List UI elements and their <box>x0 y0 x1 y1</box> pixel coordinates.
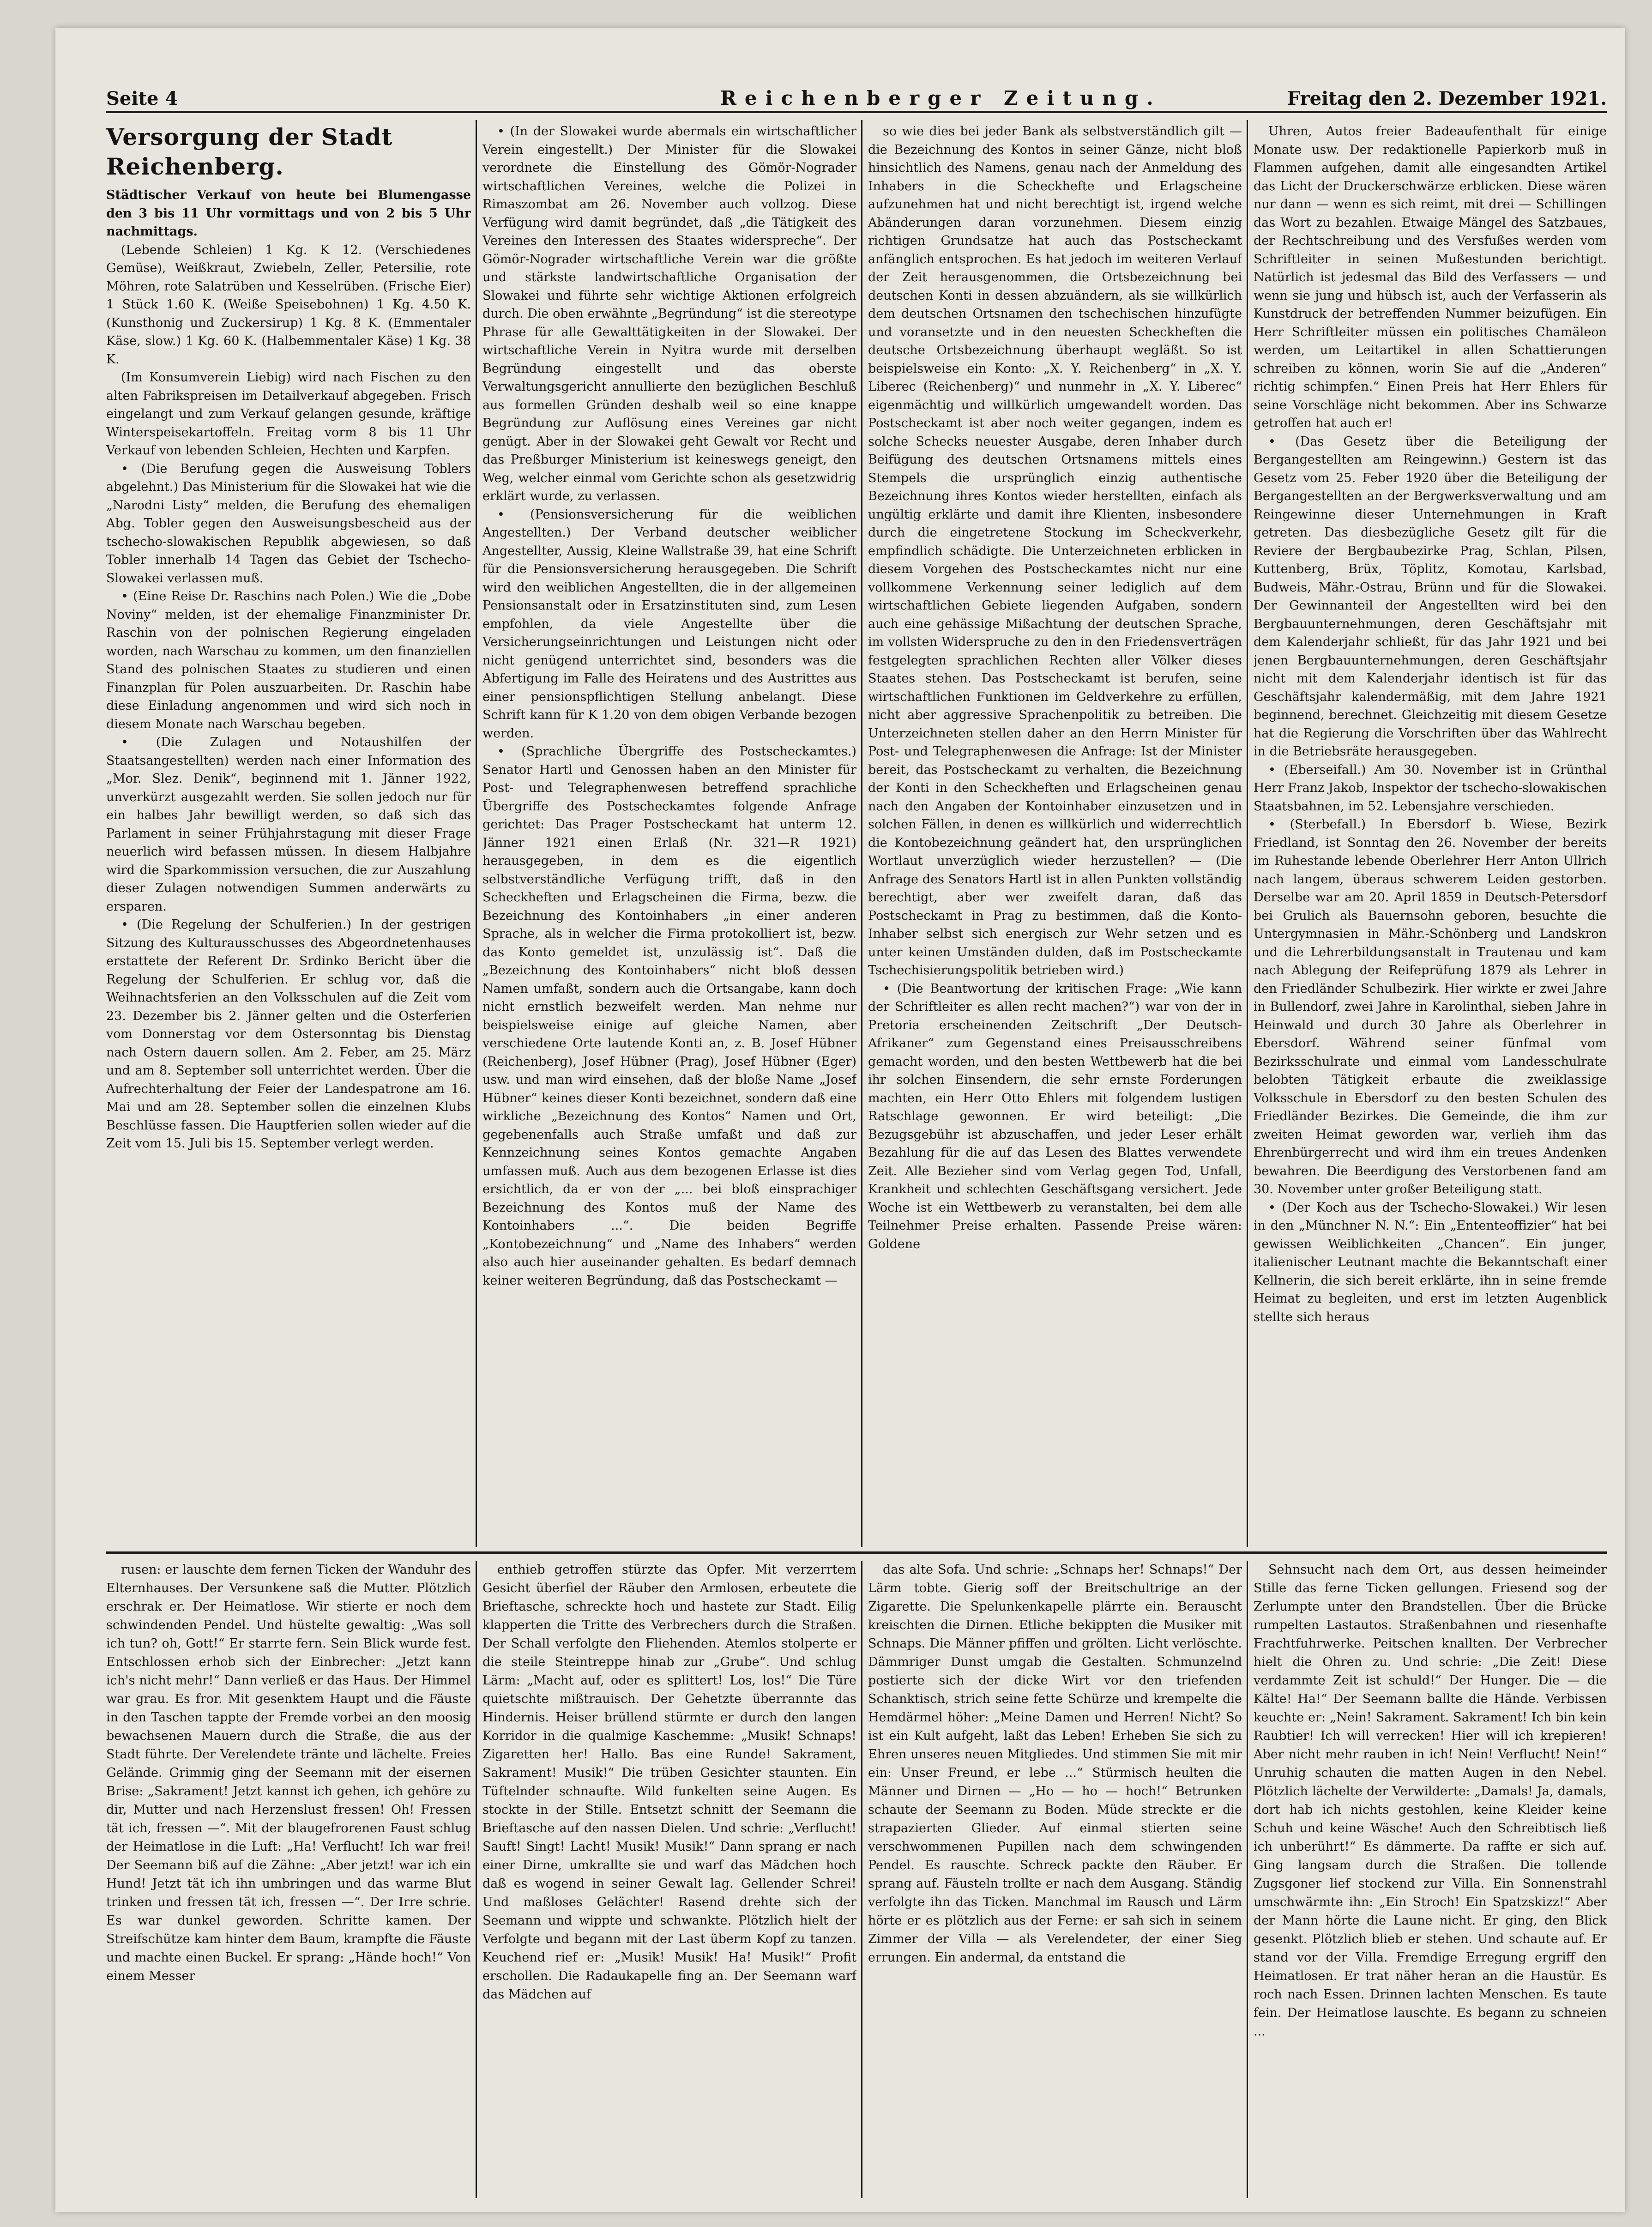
column-3 <box>868 122 1242 1547</box>
header-rule <box>106 111 1607 113</box>
feuilleton-rule <box>106 1551 1607 1554</box>
news-item: • (Das Gesetz über die Beteiligung der Bergangestellten am Reingewinn.) Gestern ist das Gesetz vom 25. Feber 1920 über die Beteiligung der Bergangestellten an der Bergwerksverwaltung und am Reingewinne dieser Unternehmungen in Kraft getreten. Das diesbezügliche Gesetz gilt für die Reviere der Bergbaubezirke Prag, Schlan, Pilsen, Kuttenberg, Brüx, Töplitz, Komotau, Karlsbad, Budweis, Mähr.-Ostrau, Brünn und für die Slowakei. Der Gewinnanteil der Angestellten wird bei den Bergbauunternehmungen, deren Geschäftsjahr mit dem Kalenderjahr schließt, für das Jahr 1921 und bei jenen Bergbauunternehmungen, deren Geschäftsjahr nicht mit dem Kalenderjahr identisch ist für das Geschäftsjahr kalendermäßig, mit dem Jahre 1921 beginnend, berechnet. Gleichzeitig mit diesem Gesetze hat die Regierung die Vorschriften über das Wahlrecht in die Betriebsräte herausgegeben. <box>1254 434 1607 759</box>
news-item: • (Eberseifall.) Am 30. November ist in Grünthal Herr Franz Jakob, Inspektor der tschecho-slowakischen Staatsbahnen, im 52. Lebensjahre verschieden. <box>1254 762 1607 814</box>
column-divider <box>476 120 477 1547</box>
column-divider <box>476 1561 477 2198</box>
article-intro: Städtischer Verkauf von heute bei Blumengasse den 3 bis 11 Uhr vormittags und von 2 bis 5 Uhr nachmittags. <box>106 188 471 239</box>
news-item: • (Die Zulagen und Notaushilfen der Staatsangestellten) werden nach einer Information des „Mor. Slez. Denik“, beginnend mit 1. Jänner 1922, unverkürzt ausgezahlt werden. Sie sollen jedoch nur für ein halbes Jahr bewilligt werden, so daß sich das Parlament in seiner Frühjahrstagung mit dieser Frage neuerlich wird befassen müssen. In diesem Halbjahre wird die Sparkommission versuchen, die zur Auszahlung dieser Zulagen notwendigen Summen anderwärts zu ersparen. <box>106 735 471 914</box>
column-2 <box>482 122 856 1547</box>
feuilleton-column-1 <box>106 1561 471 2198</box>
column-divider <box>1247 120 1248 1547</box>
story-text: rusen: er lauschte dem fernen Ticken der Wanduhr des Elternhauses. Der Versunkene saß die Mutter. Plötzlich erschrak er. Der Heimatlose. Wir stierte er noch dem schwindenden Pendel. Und hüstelte gewaltig: „Was soll ich tun? oh, Gott!“ Er starrte fern. Sein Blick wurde fest. Entschlossen erhob sich der Einbrecher: „Jetzt kann ich's nicht mehr!“ Dann verließ er das Haus. Der Himmel war grau. Es fror. Mit gesenktem Haupt und die Fäuste in den Taschen tappte der Fremde vorbei an den moosig bewachsenen Mauern durch die Straße, die aus der Stadt führte. Der Verelendete tränte und lächelte. Freies Gelände. Grimmig ging der Seemann mit der eisernen Brise: „Sakrament! Jetzt kannst ich gehen, ich gehöre zu dir, Mutter und nach Herzenslust fressen! Oh! Fressen tät ich, fressen —“. Mit der blaugefrorenen Faust schlug der Heimatlose in die Luft: „Ha! Verflucht! Ich war frei! Der Seemann biß auf die Zähne: „Aber jetzt! war ich ein Hund! Jetzt tät ich ihn umbringen und das warme Blut trinken und fressen tät ich, fressen —“. Der Irre schrie. Es war dunkel geworden. Schritte kamen. Der Streifschütze kam hinter dem Baum, krampfte die Fäuste und machte einen Buckel. Er sprang: „Hände hoch!“ Von einem Messer <box>106 1563 471 1983</box>
news-item: • (In der Slowakei wurde abermals ein wirtschaftlicher Verein eingestellt.) Der Minister für die Slowakei verordnete die Einstellung des Gömör-Nograder wirtschaftlichen Vereines, welche die Polizei in Rimaszombat am 26. November auch vollzog. Diese Verfügung wird damit begründet, daß „die Tätigkeit des Vereines den Interessen des Staates widerspreche“. Der Gömör-Nograder wirtschaftliche Verein war die größte und stärkste landwirtschaftliche Organisation der Slowakei und führte sehr wichtige Aktionen erfolgreich durch. Die oben erwähnte „Begründung“ ist die stereotype Phrase für alle Gewalttätigkeiten in der Slowakei. Der wirtschaftliche Verein in Nyitra wurde mit derselben Begründung eingestellt und das oberste Verwaltungsgericht annullierte den bezüglichen Beschluß aus formellen Gründen deshalb weil so eine knappe Begründung zur Auflösung eines Vereines gar nicht genügt. Aber in der Slowakei geht Gewalt vor Recht und das Preßburger Ministerium ist keineswegs geneigt, den Weg, welcher einmal vom Gerichte schon als gesetzwidrig erklärt wurde, zu verlassen. <box>482 124 856 503</box>
column-divider <box>1247 1561 1248 2198</box>
article-title: Versorgung der Stadt Reichenberg. <box>106 123 393 180</box>
story-text: enthieb getroffen stürzte das Opfer. Mit verzerrtem Gesicht überfiel der Räuber den Armlosen, erbeutete die Brieftasche, schreckte hoch und hastete zur Stadt. Eilig klapperten die Tritte des Verbrechers durch die Straßen. Der Schall verfolgte den Fliehenden. Atemlos stolperte er die steile Steintreppe hinab zur „Grube“. Und schlug Lärm: „Macht auf, oder es splittert! Los, los!“ Die Türe quietschte mißtrauisch. Der Gehetzte überrannte das Hindernis. Heiser brüllend stürmte er durch den langen Korridor in die qualmige Kaschemme: „Musik! Schnaps! Zigaretten her! Hallo. Bas eine Runde! Sakrament, Sakrament! Musik!“ Die trüben Gesichter staunten. Ein Tüftelnder schnaufte. Wild funkelten seine Augen. Es stockte in der Stille. Entsetzt schnitt der Seemann die Brieftasche auf den nassen Dielen. Und schrie: „Verflucht! Sauft! Singt! Lacht! Musik! Musik!“ Dann sprang er nach einer Dirne, umkrallte sie und warf das Mädchen hoch daß es wogend in seiner Gewalt lag. Gellender Schrei! Und maßloses Gelächter! Rasend drehte sich der Seemann und wippte und schwankte. Plötzlich hielt der Verfolgte und begann mit der Last überm Kopf zu tanzen. Keuchend rief er: „Musik! Musik! Ha! Musik!“ Profit erschollen. Die Radaukapelle fing an. Der Seemann warf das Mädchen auf <box>482 1563 856 2002</box>
news-item: • (Eine Reise Dr. Raschins nach Polen.) Wie die „Dobe Noviny“ melden, ist der ehemalige Finanzminister Dr. Raschin von der polnischen Regierung eingeladen worden, nach Warschau zu kommen, um den finanziellen Stand des polnischen Staates zu studieren und einen Finanzplan für Polen auszuarbeiten. Dr. Raschin habe diese Einladung angenommen und wird sich noch in diesem Monate nach Warschau begeben. <box>106 589 471 731</box>
news-item: • (Die Beantwortung der kritischen Frage: „Wie kann der Schriftleiter es allen recht machen?“) war von der in Pretoria erscheinenden Zeitschrift „Der Deutsch-Afrikaner“ zum Gegenstand eines Preisausschreibens gemacht worden, und den besten Wettbewerb hat die bei ihr solchen Einsendern, die sehr ernste Forderungen machten, ein Herr Otto Ehlers mit folgendem lustigen Ratschlage gewonnen. Er wird beteiligt: „Die Bezugsgebühr ist abzuschaffen, und jeder Leser erhält Bezahlung für die auf das Lesen des Blattes verwendete Zeit. Alle Bezieher sind vom Verlag gegen Tod, Unfall, Krankheit und schlechten Geschäftsgang versichert. Jede Woche ist ein Wettbewerb zu veranstalten, bei dem alle Teilnehmer Preise erhalten. Passende Preise wären: Goldene <box>868 981 1242 1251</box>
news-item: Uhren, Autos freier Badeaufenthalt für einige Monate usw. Der redaktionelle Papierkorb muß in Flammen aufgehen, damit alle eingesandten Artikel das Licht der Druckerschwärze erblicken. Diese wären nur dann — wenn es sich reimt, mit drei — Schillingen das Wort zu bezahlen. Etwaige Mängel des Satzbaues, der Rechtschreibung und des Versfußes werden vom Schriftleiter in seinen Mußestunden berichtigt. Natürlich ist jedesmal das Bild des Verfassers — und wenn sie jung und hübsch ist, auch der Verfasserin als Kunstdruck der betreffenden Nummer beizufügen. Ein Herr Schriftleiter müssen ein politisches Chamäleon werden, um Leitartikel in allen Schattierungen schreiben zu können, worin Sie auf die „Anderen“ richtig schimpfen.“ Einen Preis hat Herr Ehlers für seine Vorschläge nicht bekommen. Aber ins Schwarze getroffen hat auch er! <box>1254 124 1607 430</box>
news-item: • (Sterbefall.) In Ebersdorf b. Wiese, Bezirk Friedland, ist Sonntag den 26. November der bereits im Ruhestande lebende Oberlehrer Herr Anton Ullrich nach langem, überaus schwerem Leiden gestorben. Derselbe war am 20. April 1859 in Deutsch-Petersdorf bei Grulich als Bauernsohn geboren, besuchte die Untergymnasien in Mähr.-Schönberg und Landskron und die Lehrerbildungsanstalt in Trautenau und kam nach Ablegung der Reifeprüfung 1879 als Lehrer in den Friedländer Schulbezirk. Hier wirkte er zwei Jahre in Bullendorf, zwei Jahre in Karolinthal, sieben Jahre in Heinwald und durch 30 Jahre als Oberlehrer in Ebersdorf. Während seiner fünfmal vom Bezirksschulrate und einmal vom Landesschulrate belobten Tätigkeit erbaute die zweiklassige Volksschule in Ebersdorf zu den besten Schulen des Friedländer Bezirkes. Die Gemeinde, die ihm zur zweiten Heimat geworden war, verlieh ihm das Ehrenbürgerrecht und wird ihm ein treues Andenken bewahren. Die Beerdigung des Verstorbenen fand am 30. November unter großer Beteiligung statt. <box>1254 817 1607 1196</box>
story-text: das alte Sofa. Und schrie: „Schnaps her! Schnaps!“ Der Lärm tobte. Gierig soff der Breitschultrige an der Zigarette. Die Spelunkenkapelle plärrte ein. Berauscht kreischten die Dirnen. Etliche bekippten die Musiker mit Schnaps. Die Männer pfiffen und grölten. Licht verlöschte. Dämmriger Dunst umgab die Gestalten. Schmunzelnd postierte sich der dicke Wirt vor den triefenden Schanktisch, strich seine fette Schürze und krempelte die Hemdärmel höher: „Meine Damen und Herren! Nicht? So ist ein Kult aufgeht, laßt das Leben! Erheben Sie sich zu Ehren unseres neuen Mitgliedes. Und stimmen Sie mit mir ein: Unser Freund, er lebe ...“ Stürmisch heulten die Männer und Dirnen — „Ho — ho — hoch!“ Betrunken schaute der Seemann zu Boden. Müde streckte er die strapazierten Glieder. Auf einmal stierten seine verschwommenen Pupillen nach dem schwingenden Pendel. Es rauschte. Schreck packte den Räuber. Er sprang auf. Fäusteln trollte er nach dem Ausgang. Ständig verfolgte ihn das Ticken. Manchmal im Rausch und Lärm hörte er es plötzlich aus der Ferne: er sah sich in seinem Zimmer der Villa — als Verelendeter, der einer Sieg errungen. Ein andermal, da entstand die <box>868 1563 1242 1965</box>
page-header <box>106 78 1607 115</box>
news-item: (Im Konsumverein Liebig) wird nach Fischen zu den alten Fabrikspreisen im Detailverkauf abgegeben. Frisch eingelangt und zum Verkauf gelangen gesunde, kräftige Winterspeisekartoffeln. Freitag vorm 8 bis 11 Uhr Verkauf von lebenden Schleien, Hechten und Karpfen. <box>106 370 471 458</box>
page-number: Seite 4 <box>106 88 178 109</box>
news-item: • (Der Koch aus der Tschecho-Slowakei.) Wir lesen in den „Münchner N. N.“: Ein „Ententeoffizier“ hat bei gewissen Weiblichkeiten „Chancen“. Ein junger, italienischer Leutnant machte die Bekanntschaft einer Kellnerin, die sich bereit erklärte, ihn in seine fremde Heimat zu begleiten, und erst im letzten Augenblick stellte sich heraus <box>1254 1200 1607 1324</box>
price-list: (Lebende Schleien) 1 Kg. K 12. (Verschiedenes Gemüse), Weißkraut, Zwiebeln, Zeller, Petersilie, rote Möhren, rote Salatrüben und Kesselrüben. (Frische Eier) 1 Stück 1.60 K. (Weiße Speisebohnen) 1 Kg. 4.50 K. (Kunsthonig und Zuckersirup) 1 Kg. 8 K. (Emmentaler Käse, slow.) 1 Kg. 60 K. (Halbemmentaler Käse) 1 Kg. 38 K. <box>106 242 471 367</box>
news-item: • (Pensionsversicherung für die weiblichen Angestellten.) Der Verband deutscher weiblicher Angestellter, Aussig, Kleine Wallstraße 39, hat eine Schrift für die Pensionsversicherung herausgegeben. Die Schrift wird den weiblichen Angestellten, die in der allgemeinen Pensionsanstalt oder in Ersatzinstituten sind, zum Lesen empfohlen, da viele Angestellte über die Versicherungseinrichtungen und Leistungen nicht oder nicht genügend unterrichtet sind, besonders was die Abfertigung im Falle des Heiratens und des Austrittes aus einer pensionspflichtigen Stellung anbelangt. Diese Schrift kann für K 1.20 von dem obigen Verbande bezogen werden. <box>482 507 856 741</box>
column-divider <box>861 120 862 1547</box>
news-item: • (Die Regelung der Schulferien.) In der gestrigen Sitzung des Kulturausschusses des Abgeordnetenhauses erstattete der Referent Dr. Srdinko Bericht über die Regelung der Schulferien. Er schlug vor, daß die Weihnachtsferien an den Volksschulen auf die Zeit vom 23. Dezember bis 2. Jänner gelten und die Osterferien vom Donnerstag vor dem Ostersonntag bis Dienstag nach Ostern dauern sollen. Am 2. Feber, am 25. März und am 8. September soll unterrichtet werden. Über die Aufrechterhaltung der Feier der Landespatrone am 16. Mai und am 28. September sollen die einzelnen Klubs Beschlüsse fassen. Die Hauptferien sollen wieder auf die Zeit vom 15. Juli bis 15. September verlegt werden. <box>106 917 471 1151</box>
column-4 <box>1254 122 1607 1547</box>
issue-date: Freitag den 2. Dezember 1921. <box>1287 88 1607 109</box>
news-item: so wie dies bei jeder Bank als selbstverständlich gilt — die Bezeichnung des Kontos in seiner Gänze, nicht bloß hinsichtlich des Namens, genau nach der Anmeldung des Inhabers in die Scheckhefte und Erlagscheine aufzunehmen hat und nicht berechtigt ist, irgend welche Abänderungen daran vorzunehmen. Diesem einzig richtigen Grundsatze hat auch das Postscheckamt anfänglich entsprochen. Es hat jedoch im weiteren Verlauf der Zeit herausgenommen, die Ortsbezeichnung bei deutschen Konti in dessen abzuändern, als sie willkürlich dem deutschen Ortsnamen den tschechischen hinzufügte und voransetzte und in den neuesten Scheckheften die deutsche Ortsbezeichnung überhaupt wegläßt. So ist beispielsweise ein Konto: „X. Y. Reichenberg“ in „X. Y. Liberec (Reichenberg)“ und nunmehr in „X. Y. Liberec“ eigenmächtig und willkürlich umgewandelt worden. Das Postscheckamt ist aber noch weiter gegangen, indem es solche Schecks neuester Ausgabe, deren Inhaber durch Beifügung des deutschen Ortsnamens mittels eines Stempels die ursprünglich einzig authentische Bezeichnung ihres Kontos wieder herstellten, einfach als ungültig erklärte und damit ihre Klienten, insbesondere durch die eingetretene Stockung im Scheckverkehr, empfindlich schädigte. Die Unterzeichneten erblicken in diesem Vorgehen des Postscheckamtes nicht nur eine vollkommene Verkennung seiner lediglich auf dem wirtschaftlichen Gebiete liegenden Aufgaben, sondern auch eine gehässige Mißachtung der deutschen Sprache, im vollsten Widerspruche zu den in den Friedensverträgen festgelegten sprachlichen Rechten aller Völker dieses Staates stehen. Das Postscheckamt ist berufen, seine wirtschaftlichen Funktionen im Geldverkehre zu erfüllen, nicht aber aggressive Sprachenpolitik zu betreiben. Die Unterzeichneten stellen daher an den Herrn Minister für Post- und Telegraphenwesen die Anfrage: Ist der Minister bereit, das Postscheckamt zu verhalten, die Bezeichnung der Konti in den Scheckheften und Erlagscheinen genau nach den Angaben der Kontoinhaber einzusetzen und in solchen Fällen, in denen es willkürlich und widerrechtlich die Kontobezeichnung geändert hat, den ursprünglichen Wortlaut unverzüglich wieder herzustellen? — (Die Anfrage des Senators Hartl ist in allen Punkten vollständig berechtigt, aber wer zweifelt daran, daß das Postscheckamt in Prag zu bestimmen, daß die Konto-Inhaber selbst sich energisch zur Wehr setzen und es unter keinen Umständen dulden, daß im Postscheckamte Tschechisierungspolitik betrieben wird.) <box>868 124 1242 978</box>
newspaper-name: Reichenberger Zeitung. <box>720 87 1162 109</box>
column-1 <box>106 122 471 1547</box>
feuilleton-column-2 <box>482 1561 856 2198</box>
news-item: • (Die Berufung gegen die Ausweisung Toblers abgelehnt.) Das Ministerium für die Slowakei hat wie die „Narodni Listy“ melden, die Berufung des ehemaligen Abg. Tobler gegen den Ausweisungsbescheid aus der tschecho-slowakischen Republik abgewiesen, so daß Tobler innerhalb 14 Tagen das Gebiet der Tschecho-Slowakei verlassen muß. <box>106 461 471 585</box>
feuilleton-column-4 <box>1254 1561 1607 2198</box>
column-divider <box>861 1561 862 2198</box>
news-item: • (Sprachliche Übergriffe des Postscheckamtes.) Senator Hartl und Genossen haben an den Minister für Post- und Telegraphenwesen betreffend sprachliche Übergriffe des Postscheckamtes folgende Anfrage gerichtet: Das Prager Postscheckamt hat unterm 12. Jänner 1921 einen Erlaß (Nr. 321—R 1921) herausgegeben, in dem es die eigentlich selbstverständliche Verfügung trifft, daß in den Scheckheften und Erlagscheinen die Firma, bezw. die Bezeichnung des Kontoinhabers „in einer anderen Sprache, als in welcher die Firma protokolliert ist, bezw. das Konto gemeldet ist, unzulässig ist“. Daß die „Bezeichnung des Kontoinhabers“ nicht bloß dessen Namen umfaßt, sondern auch die Ortsangabe, kann doch nicht ernstlich bezweifelt werden. Man nehme nur beispielsweise einige auf gleiche Namen, aber verschiedene Orte lautende Konti an, z. B. Josef Hübner (Reichenberg), Josef Hübner (Prag), Josef Hübner (Eger) usw. und man wird einsehen, daß der bloße Name „Josef Hübner“ keines dieser Konti bezeichnet, sondern daß eine wirkliche „Bezeichnung des Kontos“ Namen und Ort, gegebenenfalls auch Straße umfaßt und daß zur Kennzeichnung seines Kontos gemachte Angaben umfassen muß. Auch aus dem bezogenen Erlasse ist dies ersichtlich, da er von der „... bei bloß einsprachiger Bezeichnung des Kontos muß der Name des Kontoinhabers ...“. Die beiden Begriffe „Kontobezeichnung“ und „Name des Inhabers“ werden also auch hier auseinander gehalten. Es bedarf demnach keiner weiteren Begründung, daß das Postscheckamt — <box>482 744 856 1288</box>
newspaper-page <box>55 28 1625 2212</box>
feuilleton-column-3 <box>868 1561 1242 2198</box>
story-text: Sehnsucht nach dem Ort, aus dessen heimeinder Stille das ferne Ticken gellungen. Friesend sog der Zerlumpte unter den Brandstellen. Über die Brücke rumpelten Lastautos. Straßenbahnen und riesenhafte Frachtfuhrwerke. Peitschen knallten. Der Verbrecher hielt die Ohren zu. Und schrie: „Die Zeit! Diese verdammte Zeit ist schuld!“ Der Hunger. Die — die Kälte! Ha!“ Der Seemann ballte die Hände. Verbissen keuchte er: „Nein! Sakrament. Sakrament! Ich bin kein Raubtier! Ich will verrecken! Hier will ich krepieren! Aber nicht mehr rauben in ich! Nein! Verflucht! Nein!“ Unruhig schauten die matten Augen in den Nebel. Plötzlich lächelte der Verwilderte: „Damals! Ja, damals, dort hab ich nichts gestohlen, keine Kleider keine Schuh und keine Wäsche! Auch den Schreibtisch ließ ich unberührt!“ Es dämmerte. Da raffte er sich auf. Ging langsam durch die Straßen. Die tollende Zugsgoner lief stockend zur Villa. Ein Sonnenstrahl umschwärmte ihn: „Ein Stroch! Ein Spatzskizz!“ Aber der Mann hörte die Laune nicht. Er ging, den Blick gesenkt. Plötzlich blieb er stehen. Und schaute auf. Er stand vor der Villa. Fremdige Erregung ergriff den Heimatlosen. Er trat näher heran an die Haustür. Es roch nach Essen. Drinnen lachten Menschen. Es taute fein. Der Heimatlose lauschte. Es begann zu schneien ... <box>1254 1563 1607 2039</box>
